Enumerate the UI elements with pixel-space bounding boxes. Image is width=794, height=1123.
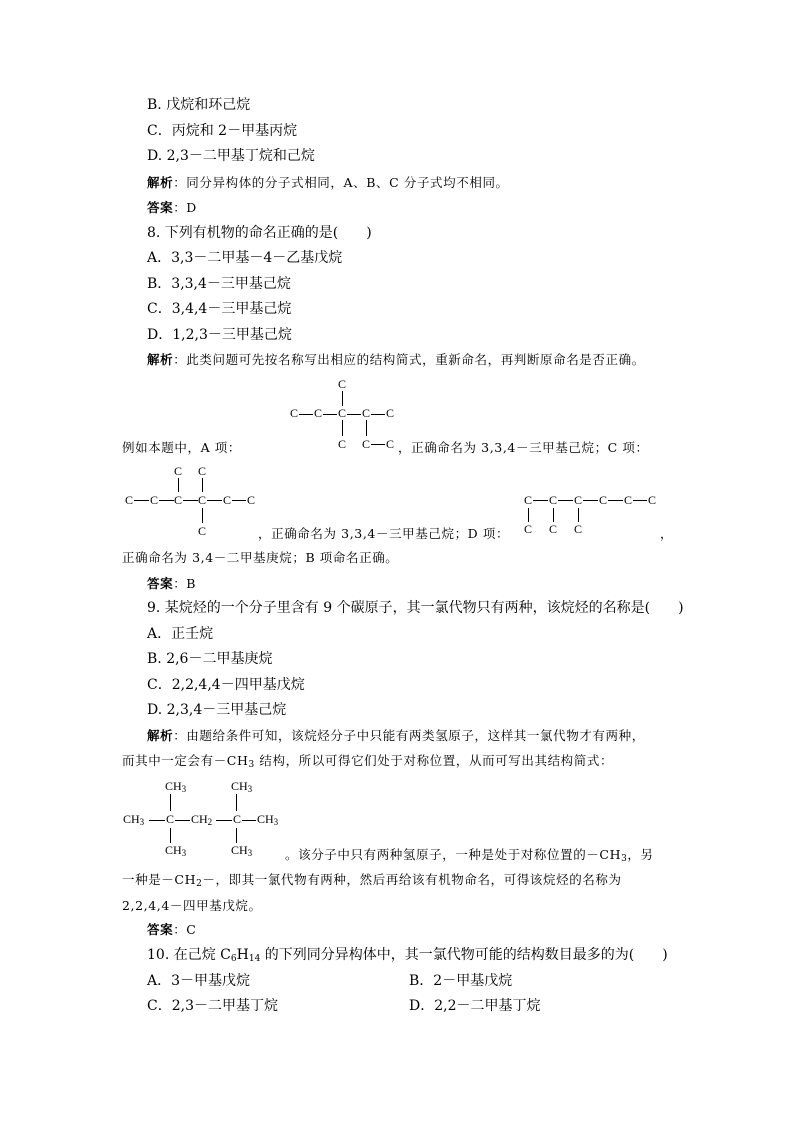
chemical-bond — [134, 500, 149, 501]
chemical-bond — [558, 500, 573, 501]
q9-stem: 9. 某烷烃的一个分子里含有 9 个碳原子，其一氯代物只有两种，该烷烃的名称是( ) — [147, 600, 684, 616]
chemical-bond — [342, 420, 343, 436]
q9-option-d: D. 2,3,4－三甲基己烷 — [147, 702, 287, 718]
chemical-bond — [178, 478, 179, 492]
q8-option-b: B．3,3,4－三甲基己烷 — [147, 276, 291, 292]
q8-option-d: D．1,2,3－三甲基己烷 — [147, 327, 292, 343]
chemical-bond — [533, 500, 548, 501]
chemical-bond — [159, 500, 174, 501]
q8-explanation-line2b: ，正确命名为 3,3,4－三甲基己烷；C 项： — [398, 440, 649, 455]
chemical-bond — [323, 414, 337, 415]
chemical-bond — [553, 508, 554, 522]
q9-explanation-line2: 而其中一定会有$-CH_3$ 结构，所以可得它们处于对称位置，从而可写出其结构简式： — [122, 753, 614, 770]
q9-option-c: C．2,2,4,4－四甲基戊烷 — [147, 677, 305, 693]
chemical-bond — [299, 414, 313, 415]
chemical-bond — [371, 444, 385, 445]
chemical-bond — [236, 794, 237, 811]
q9-explanation-line3: 。该分子中只有两种氢原子，一种是处于对称位置的$-CH_3$，另 — [285, 847, 654, 864]
q8-stem: 8. 下列有机物的命名正确的是( ) — [147, 225, 372, 241]
q9-explanation-line5: 2,2,4,4－四甲基戊烷。 — [122, 898, 262, 913]
q8-explanation-line2a: 例如本题中，A 项： — [122, 440, 242, 455]
chemical-bond — [578, 508, 579, 522]
chemical-bond — [232, 500, 246, 501]
q7-option-d: D. 2,3－二甲基丁烷和己烷 — [147, 148, 315, 164]
q10-option-d: D．2,2－二甲基丁烷 — [409, 998, 541, 1014]
q8-option-a: A．3,3－二甲基－4－乙基戊烷 — [147, 250, 343, 266]
q8-explanation-line1: 解析：此类问题可先按名称写出相应的结构简式，重新命名，再判断原命名是否正确。 — [147, 352, 645, 367]
chemical-bond — [175, 820, 190, 821]
q8-explanation-line3a: ，正确命名为 3,3,4－三甲基己烷；D 项： — [258, 526, 510, 541]
q7-option-c: C．丙烷和 2－甲基丙烷 — [147, 123, 298, 139]
q7-explanation: 解析：同分异构体的分子式相同，A、B、C 分子式均不相同。 — [147, 175, 509, 190]
chemical-bond — [528, 508, 529, 522]
chemical-bond — [608, 500, 623, 501]
chemical-bond — [170, 828, 171, 843]
chemical-bond — [633, 500, 647, 501]
chemical-bond — [149, 820, 165, 821]
chemical-bond — [583, 500, 598, 501]
chemical-bond — [183, 500, 198, 501]
q9-option-a: A．正壬烷 — [147, 626, 214, 642]
chemical-bond — [216, 820, 232, 821]
q10-option-b: B．2－甲基戊烷 — [409, 973, 513, 989]
chemical-bond — [236, 828, 237, 843]
q10-option-a: A．3－甲基戊烷 — [147, 973, 251, 989]
q8-explanation-line4: 正确命名为 3,4－二甲基庚烷；B 项命名正确。 — [122, 550, 399, 565]
chemical-bond — [207, 500, 222, 501]
q9-explanation-line4: 一种是$-CH_2-$，即其一氯代物有两种，然后再给该有机物命名，可得该烷烃的名称为 — [122, 872, 622, 889]
q10-stem: 10. 在己烷 $C_6H_{14}$ 的下列同分异构体中，其一氯代物可能的结构数目最多的为( ) — [147, 947, 668, 964]
chemical-bond — [371, 414, 385, 415]
q7-option-b: B. 戊烷和环己烷 — [147, 97, 251, 113]
q10-option-c: C．2,3－二甲基丁烷 — [147, 998, 278, 1014]
q9-option-b: B. 2,6－二甲基庚烷 — [147, 651, 273, 667]
q8-answer: 答案：B — [147, 576, 197, 591]
q9-explanation-line1: 解析：由题给条件可知，该烷烃分子中只能有两类氢原子，这样其一氯代物才有两种， — [147, 728, 645, 743]
chemical-bond — [202, 478, 203, 492]
q8-explanation-line3b: ， — [660, 526, 674, 541]
chemical-bond — [242, 820, 256, 821]
q8-option-c: C．3,4,4－三甲基己烷 — [147, 301, 292, 317]
q7-answer: 答案：D — [147, 200, 197, 215]
chemical-bond — [366, 420, 367, 436]
chemical-bond — [170, 794, 171, 811]
chemical-bond — [202, 508, 203, 523]
chemical-bond — [347, 414, 361, 415]
q9-answer: 答案：C — [147, 922, 197, 937]
chemical-bond — [342, 391, 343, 406]
